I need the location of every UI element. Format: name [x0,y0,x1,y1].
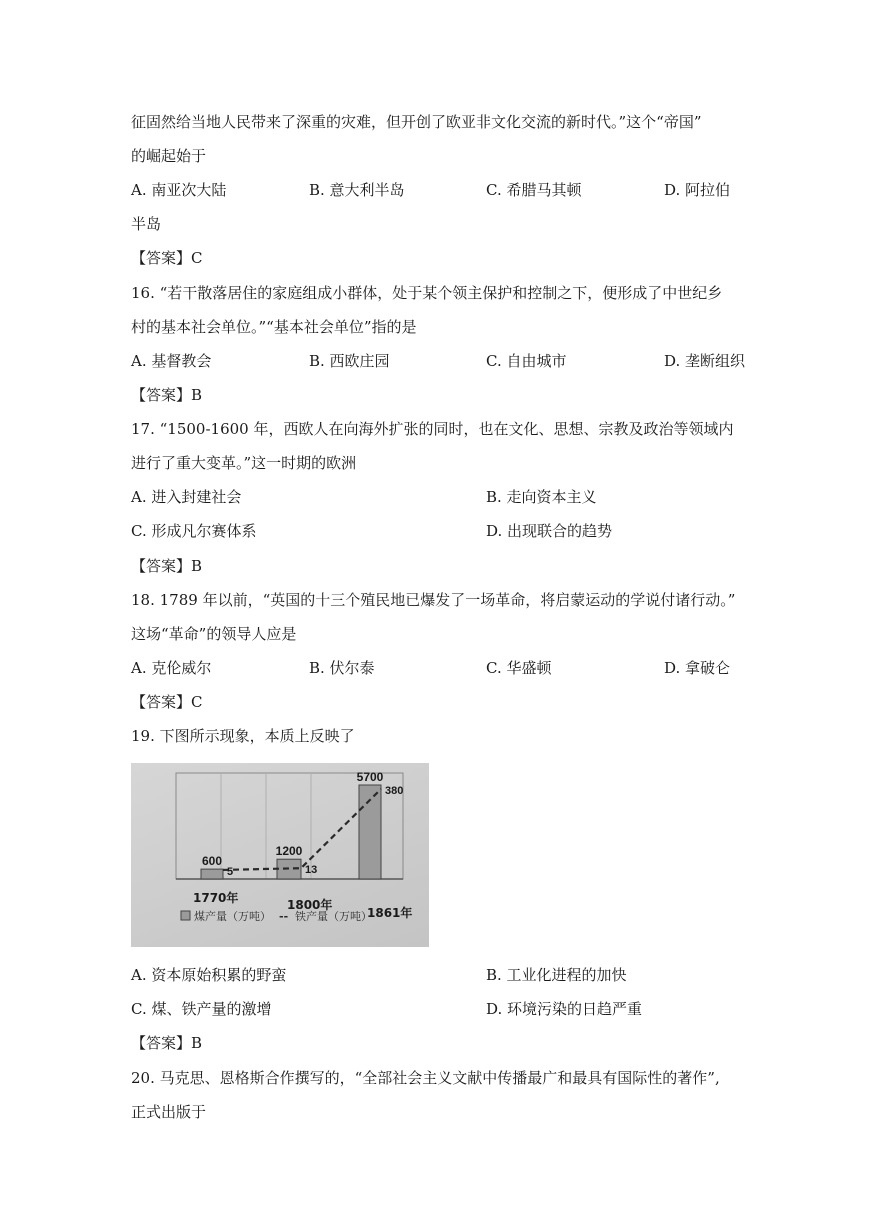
coal-bar [201,869,223,879]
q18-option-a: A. 克伦威尔 [131,659,212,677]
coal-value-label: 1200 [275,844,303,859]
q19-stem-line1: 19. 下图所示现象，本质上反映了 [131,727,355,745]
legend-coal-label: 煤产量（万吨） [194,910,271,923]
q15-option-d: D. 阿拉伯 [664,181,731,199]
q15-stem-line2: 的崛起始于 [131,147,207,165]
q18-stem-line2: 这场“革命”的领导人应是 [131,625,297,643]
q18-answer: 【答案】C [131,693,203,711]
chart-bars [201,785,381,879]
q20-stem-line1: 20. 马克思、恩格斯合作撰写的，“全部社会主义文献中传播最广和最具有国际性的著作”, [131,1069,720,1087]
q15-option-b: B. 意大利半岛 [309,181,405,199]
q16-option-b: B. 西欧庄园 [309,352,390,370]
legend-iron-dash: -- [279,910,289,923]
coal-value-label: 600 [201,854,223,869]
q16-answer: 【答案】B [131,386,203,404]
q19-option-a: A. 资本原始积累的野蛮 [131,966,287,984]
q17-stem-line1: 17. “1500-1600 年，西欧人在向海外扩张的同时，也在文化、思想、宗教及政治等领域内 [131,420,734,438]
q16-stem-line2: 村的基本社会单位。”“基本社会单位”指的是 [131,318,417,336]
coal-iron-chart [131,763,429,947]
q16-option-c: C. 自由城市 [486,352,567,370]
q17-option-c: C. 形成凡尔赛体系 [131,522,257,540]
q17-option-b: B. 走向资本主义 [486,488,597,506]
q17-answer: 【答案】B [131,557,203,575]
q18-option-b: B. 伏尔泰 [309,659,375,677]
legend-coal-swatch [181,911,190,920]
q19-answer: 【答案】B [131,1034,203,1052]
q16-option-a: A. 基督教会 [131,352,212,370]
q19-option-d: D. 环境污染的日趋严重 [486,1000,643,1018]
q16-option-d: D. 垄断组织 [664,352,746,370]
coal-iron-chart-figure [131,763,429,947]
coal-value-label: 5700 [356,770,384,784]
q15-option-a: A. 南亚次大陆 [131,181,227,199]
q19-option-c: C. 煤、铁产量的激增 [131,1000,272,1018]
q15-stem-line1: 征固然给当地人民带来了深重的灾难，但开创了欧亚非文化交流的新时代。”这个“帝国” [131,113,702,131]
iron-value-label: 380 [385,785,404,797]
q18-stem-line1: 18. 1789 年以前，“英国的十三个殖民地已爆发了一场革命，将启蒙运动的学说付诸行动。” [131,591,736,609]
q18-option-d: D. 拿破仑 [664,659,731,677]
category-label: 1861年 [367,906,413,920]
q17-option-d: D. 出现联合的趋势 [486,522,613,540]
category-label: 1770年 [193,891,239,905]
q20-stem-line2: 正式出版于 [131,1103,207,1121]
iron-value-label: 13 [305,864,318,877]
q15-answer: 【答案】C [131,249,203,267]
q16-stem-line1: 16. “若干散落居住的家庭组成小群体，处于某个领主保护和控制之下，便形成了中世纪乡 [131,284,723,302]
q15-option-d-wrap: 半岛 [131,215,162,233]
q15-option-c: C. 希腊马其顿 [486,181,582,199]
chart-legend [181,909,372,923]
legend-iron-label: 铁产量（万吨） [295,910,372,923]
q18-option-c: C. 华盛顿 [486,659,552,677]
q17-option-a: A. 进入封建社会 [131,488,242,506]
iron-value-label: 5 [227,865,234,878]
q17-stem-line2: 进行了重大变革。”这一时期的欧洲 [131,454,357,472]
q19-option-b: B. 工业化进程的加快 [486,966,627,984]
category-label: 1800年 [287,898,333,912]
